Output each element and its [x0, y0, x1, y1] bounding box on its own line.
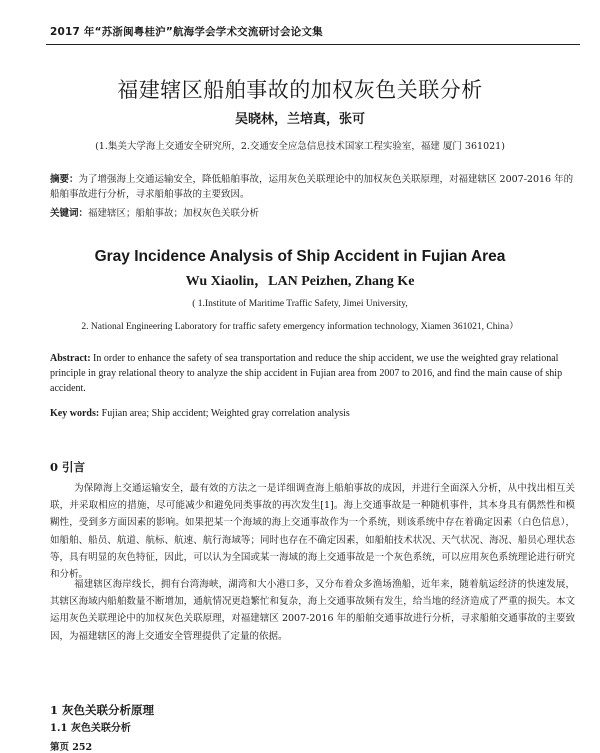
header-rule	[46, 44, 580, 45]
english-abstract	[50, 351, 575, 396]
english-authors: Wu Xiaolin，LAN Peizhen, Zhang Ke	[185, 274, 415, 289]
chinese-keywords-text: 福建辖区；船舶事故；加权灰色关联分析	[88, 208, 260, 219]
intro-heading: 0 引言	[50, 460, 86, 474]
chinese-keywords-label: 关键词：	[50, 208, 89, 219]
chinese-affiliation: (1.集美大学海上交通安全研究所，2.交通安全应急信息技术国家工程实验室，福建 厦门 361021)	[95, 141, 505, 152]
chinese-abstract-label: 摘要：	[50, 174, 79, 185]
intro-paragraph-2	[50, 576, 575, 645]
english-affiliation-1: ( 1.Institute of Maritime Traffic Safety, Jimei University,	[192, 299, 408, 309]
section-1-heading: 1 灰色关联分析原理	[50, 703, 155, 717]
intro-paragraph-1-text: 为保障海上交通运输安全，最有效的方法之一是详细调查海上船舶事故的成因，并进行全面深入分析，从中找出相互关联，并采取相应的措施，尽可能减少和避免同类事故的再次发生[1]。海上交通事故是一种随机事件，其本身具有偶然性和模糊性，受到多方面因素的影响。如果把某一个海域的海上交通事故作为一个系统，则该系统中存在着确定因素（白色信息），如船舶、船员、航道、航标、航速、航行海域等；同时也存在不确定因素，如船舶技术状况、天气状况、海况、船员心理状态等，具有明显的灰色特征，因此，可以认为全国或某一海域的海上交通事故是一个灰色系统，可以应用灰色系统理论进行研究和分析。	[50, 483, 575, 581]
chinese-abstract	[50, 172, 575, 202]
english-abstract-text: In order to enhance the safety of sea transportation and reduce the ship accident, we use the weighted gray relational principle in gray relational theory to analyze the ship accident in Fujian area from 2007 to 2016, and find the main cause of ship accident.	[50, 353, 563, 394]
english-keywords-label: Key words:	[50, 408, 100, 419]
running-header: 2017 年“苏浙闽粤桂沪”航海学会学术交流研讨会论文集	[50, 26, 323, 38]
intro-paragraph-1	[50, 480, 575, 583]
chinese-abstract-text: 为了增强海上交通运输安全，降低船舶事故，运用灰色关联理论中的加权灰色关联原理，对福建辖区 2007-2016 年的船舶事故进行分析，寻求船舶事故的主要致因。	[50, 174, 574, 200]
section-1-1-heading: 1.1 灰色关联分析	[50, 723, 131, 734]
english-title: Gray Incidence Analysis of Ship Accident in Fujian Area	[94, 248, 506, 265]
english-keywords-text: Fujian area; Ship accident; Weighted gray correlation analysis	[101, 408, 350, 419]
english-affiliation-2: 2. National Engineering Laboratory for traffic safety emergency information technology, Xiamen 361021, China）	[81, 322, 519, 332]
english-keywords	[50, 406, 575, 421]
chinese-keywords	[50, 206, 575, 221]
page-number: 第页 252	[50, 742, 93, 753]
english-abstract-label: Abstract:	[50, 353, 91, 364]
chinese-authors: 吴晓林，兰培真，张可	[234, 112, 365, 127]
intro-paragraph-2-text: 福建辖区海岸线长，拥有台湾海峡，湖湾和大小港口多，又分布着众多渔场渔船，近年来，随着航运经济的快速发展，其辖区海域内船舶数量不断增加，通航情况更趋繁忙和复杂，海上交通事故频有发生，给当地的经济造成了严重的损失。本文运用灰色关联理论中的加权灰色关联原理，对福建辖区 2007-2016 年的船舶交通事故进行分析，寻求船舶交通事故的主要致因，为福建辖区的海上交通安全管理提供了定量的依据。	[50, 579, 575, 642]
chinese-title: 福建辖区船舶事故的加权灰色关联分析	[117, 78, 483, 102]
